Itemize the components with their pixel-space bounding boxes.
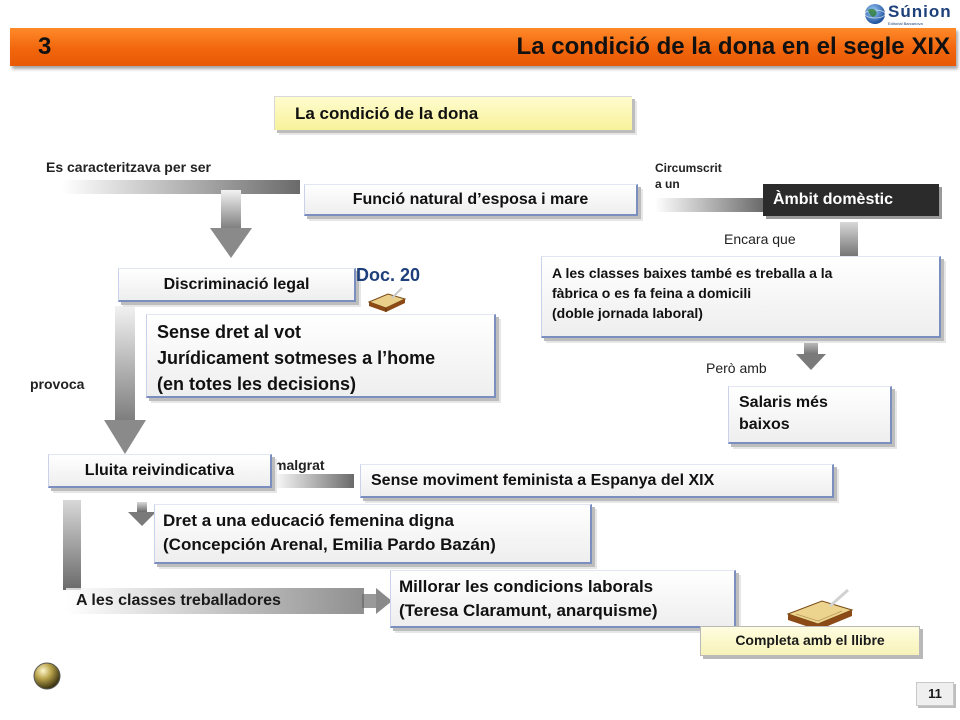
arrow-icon [362,588,392,614]
salaris-line: baixos [739,416,790,433]
connector-bar [63,500,81,590]
salaris-box [728,386,892,444]
millorar-box [390,570,736,628]
dret-educacio-line: Dret a una educació femenina digna [163,511,454,530]
sense-dret-line: Sense dret al vot [157,322,302,342]
lluita-box: Lluita reivindicativa [48,454,272,488]
completa-box[interactable]: Completa amb el llibre [700,626,920,656]
page-title: La condició de la dona en el segle XIX [516,33,950,60]
sense-dret-line: (en totes les decisions) [157,374,357,394]
sphere-nav-icon[interactable] [32,661,62,691]
connector-bar [272,474,354,488]
connector-bar [840,222,858,260]
classes-baixes-box [541,256,941,338]
classes-baixes-line: (doble jornada laboral) [552,305,703,321]
sense-dret-box [146,314,496,398]
connector-bar [655,198,763,212]
millorar-line: (Teresa Claramunt, anarquisme) [399,601,658,620]
arrow-icon [104,306,146,454]
arrow-icon [128,502,156,526]
classes-baixes-line: A les classes baixes també es treballa a la [552,265,833,281]
circumscrit-label-2: a un [655,177,680,191]
arrow-icon [210,190,252,258]
circumscrit-label: Circumscrit [655,161,722,175]
logo: Súnion [888,2,952,21]
arrow-icon [796,338,826,370]
millorar-line: Millorar les condicions laborals [399,577,654,596]
dret-educacio-line: (Concepción Arenal, Emilia Pardo Bazán) [163,535,496,554]
book-icon [366,286,408,316]
diagram-title: La condició de la dona [274,96,632,130]
logo-subtitle: Editorial Barcanova [888,21,923,26]
discriminacio-box: Discriminació legal [118,268,356,302]
classes-baixes-line: fàbrica o es fa feina a domicili [552,285,752,301]
dret-educacio-box [154,504,592,564]
caracteritzava-label: Es caracteritzava per ser [46,159,211,175]
provoca-label: provoca [30,376,85,392]
malgrat-label: malgrat [274,457,325,473]
page-number: 11 [916,682,954,706]
doc-link[interactable]: Doc. 20 [356,265,421,285]
connector-bar [62,180,300,194]
chapter-number: 3 [38,33,52,60]
encara-que-label: Encara que [724,231,796,247]
salaris-line: Salaris més [739,394,828,411]
sense-dret-line: Jurídicament sotmeses a l’home [157,348,436,368]
funcio-box: Funció natural d’esposa i mare [304,184,638,216]
sense-moviment-box: Sense moviment feminista a Espanya del XIX [360,464,834,498]
pero-amb-label: Però amb [706,360,767,376]
classes-treballadores-label: A les classes treballadores [76,592,281,609]
ambit-domestic-box: Àmbit domèstic [763,184,939,216]
